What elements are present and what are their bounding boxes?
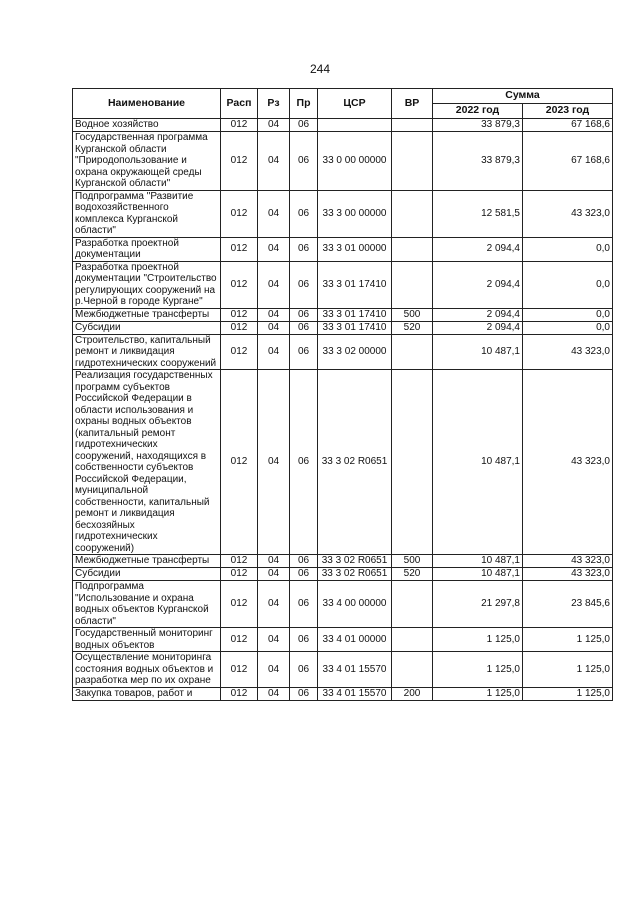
table-row [73,581,613,628]
cell-rz: 04 [258,652,290,688]
cell-2023: 0,0 [523,321,613,334]
cell-pr: 06 [290,237,318,261]
cell-rz: 04 [258,581,290,628]
cell-2023: 1 125,0 [523,628,613,652]
cell-name: Реализация государственных программ субъектов Российской Федерации в области использования и охраны водных объектов (капитальный ремонт гидротехнических сооружений, находящихся в собственности субъектов Российской Федерации, муниципальной собственности, капитальный ремонт и ликвидация бесхозяйных гидротехнических сооружений) [73,370,221,555]
cell-2022: 10 487,1 [433,370,523,555]
cell-rz: 04 [258,687,290,700]
cell-2022: 33 879,3 [433,132,523,191]
cell-rasp: 012 [221,261,258,308]
column-header-pr: Пр [290,89,318,119]
cell-vr: 200 [392,687,433,700]
cell-pr: 06 [290,261,318,308]
cell-2022: 1 125,0 [433,687,523,700]
cell-2023: 23 845,6 [523,581,613,628]
cell-rz: 04 [258,628,290,652]
cell-vr [392,261,433,308]
cell-vr [392,132,433,191]
page-number: 244 [309,62,331,76]
cell-rz: 04 [258,321,290,334]
cell-2023: 1 125,0 [523,652,613,688]
cell-csr: 33 3 02 R0651 [318,370,392,555]
cell-vr [392,628,433,652]
cell-csr: 33 4 01 00000 [318,628,392,652]
cell-vr [392,581,433,628]
table-body [73,119,613,701]
table-row [73,261,613,308]
table-row [73,555,613,568]
column-header-rz: Рз [258,89,290,119]
cell-2023: 0,0 [523,261,613,308]
cell-name: Межбюджетные трансферты [73,555,221,568]
cell-2023: 1 125,0 [523,687,613,700]
cell-2022: 33 879,3 [433,119,523,132]
budget-table [72,88,613,701]
cell-pr: 06 [290,308,318,321]
cell-2022: 2 094,4 [433,237,523,261]
cell-rz: 04 [258,237,290,261]
cell-2023: 43 323,0 [523,370,613,555]
cell-name: Осуществление мониторинга состояния водных объектов и разработка мер по их охране [73,652,221,688]
cell-name: Межбюджетные трансферты [73,308,221,321]
column-header-vr: ВР [392,89,433,119]
cell-vr [392,370,433,555]
cell-rz: 04 [258,370,290,555]
cell-csr: 33 4 00 00000 [318,581,392,628]
cell-2023: 67 168,6 [523,119,613,132]
cell-2022: 12 581,5 [433,190,523,237]
cell-rasp: 012 [221,190,258,237]
table-row [73,568,613,581]
cell-name: Государственная программа Курганской области "Природопользование и охрана окружающей среды Курганской области" [73,132,221,191]
table-row [73,190,613,237]
cell-rasp: 012 [221,555,258,568]
cell-csr: 33 0 00 00000 [318,132,392,191]
column-header-sum: Сумма [433,89,613,104]
cell-csr: 33 4 01 15570 [318,687,392,700]
cell-name: Субсидии [73,568,221,581]
cell-2023: 43 323,0 [523,555,613,568]
cell-vr [392,119,433,132]
table-row [73,321,613,334]
cell-vr: 520 [392,568,433,581]
cell-2023: 67 168,6 [523,132,613,191]
table-row [73,237,613,261]
cell-name: Водное хозяйство [73,119,221,132]
table-row [73,370,613,555]
column-header-name: Наименование [73,89,221,119]
cell-name: Субсидии [73,321,221,334]
cell-rz: 04 [258,555,290,568]
cell-rasp: 012 [221,568,258,581]
column-header-2022: 2022 год [433,104,523,119]
cell-rasp: 012 [221,628,258,652]
cell-csr: 33 3 02 R0651 [318,568,392,581]
cell-pr: 06 [290,119,318,132]
cell-2022: 10 487,1 [433,555,523,568]
cell-name: Подпрограмма "Использование и охрана водных объектов Курганской области" [73,581,221,628]
cell-rasp: 012 [221,321,258,334]
cell-csr: 33 3 00 00000 [318,190,392,237]
cell-vr: 520 [392,321,433,334]
cell-csr: 33 3 01 17410 [318,321,392,334]
column-header-csr: ЦСР [318,89,392,119]
cell-vr: 500 [392,308,433,321]
cell-csr: 33 3 01 17410 [318,308,392,321]
cell-rasp: 012 [221,308,258,321]
cell-2023: 0,0 [523,308,613,321]
cell-rz: 04 [258,190,290,237]
cell-2022: 2 094,4 [433,261,523,308]
cell-name: Разработка проектной документации "Строительство регулирующих сооружений на р.Черной в городе Кургане" [73,261,221,308]
cell-pr: 06 [290,687,318,700]
table-row [73,308,613,321]
cell-pr: 06 [290,628,318,652]
cell-name: Строительство, капитальный ремонт и ликвидация гидротехнических сооружений [73,334,221,370]
cell-rz: 04 [258,308,290,321]
cell-rasp: 012 [221,652,258,688]
cell-csr: 33 3 02 00000 [318,334,392,370]
cell-csr: 33 3 01 17410 [318,261,392,308]
cell-vr [392,190,433,237]
cell-vr: 500 [392,555,433,568]
table-row [73,119,613,132]
cell-csr: 33 3 01 00000 [318,237,392,261]
cell-2022: 2 094,4 [433,308,523,321]
cell-csr: 33 4 01 15570 [318,652,392,688]
cell-2023: 0,0 [523,237,613,261]
table-row [73,334,613,370]
cell-csr [318,119,392,132]
cell-2022: 10 487,1 [433,334,523,370]
table-row [73,628,613,652]
cell-rasp: 012 [221,581,258,628]
cell-rasp: 012 [221,334,258,370]
table-row [73,687,613,700]
cell-name: Государственный мониторинг водных объектов [73,628,221,652]
cell-name: Разработка проектной документации [73,237,221,261]
cell-vr [392,652,433,688]
cell-name: Подпрограмма "Развитие водохозяйственного комплекса Курганской области" [73,190,221,237]
cell-rasp: 012 [221,119,258,132]
cell-vr [392,334,433,370]
cell-name: Закупка товаров, работ и [73,687,221,700]
cell-2022: 1 125,0 [433,628,523,652]
cell-2022: 1 125,0 [433,652,523,688]
cell-pr: 06 [290,321,318,334]
cell-2022: 10 487,1 [433,568,523,581]
cell-2023: 43 323,0 [523,190,613,237]
cell-rasp: 012 [221,237,258,261]
cell-pr: 06 [290,568,318,581]
cell-rz: 04 [258,568,290,581]
cell-vr [392,237,433,261]
cell-pr: 06 [290,555,318,568]
cell-pr: 06 [290,132,318,191]
cell-rasp: 012 [221,687,258,700]
cell-pr: 06 [290,334,318,370]
table-row [73,132,613,191]
cell-csr: 33 3 02 R0651 [318,555,392,568]
column-header-2023: 2023 год [523,104,613,119]
cell-pr: 06 [290,652,318,688]
cell-2022: 21 297,8 [433,581,523,628]
table-header [73,89,613,119]
cell-2023: 43 323,0 [523,334,613,370]
cell-pr: 06 [290,190,318,237]
cell-2022: 2 094,4 [433,321,523,334]
cell-pr: 06 [290,581,318,628]
cell-rz: 04 [258,119,290,132]
column-header-rasp: Расп [221,89,258,119]
cell-rz: 04 [258,334,290,370]
cell-rasp: 012 [221,132,258,191]
cell-rz: 04 [258,261,290,308]
table-row [73,652,613,688]
cell-2023: 43 323,0 [523,568,613,581]
cell-rasp: 012 [221,370,258,555]
cell-rz: 04 [258,132,290,191]
cell-pr: 06 [290,370,318,555]
